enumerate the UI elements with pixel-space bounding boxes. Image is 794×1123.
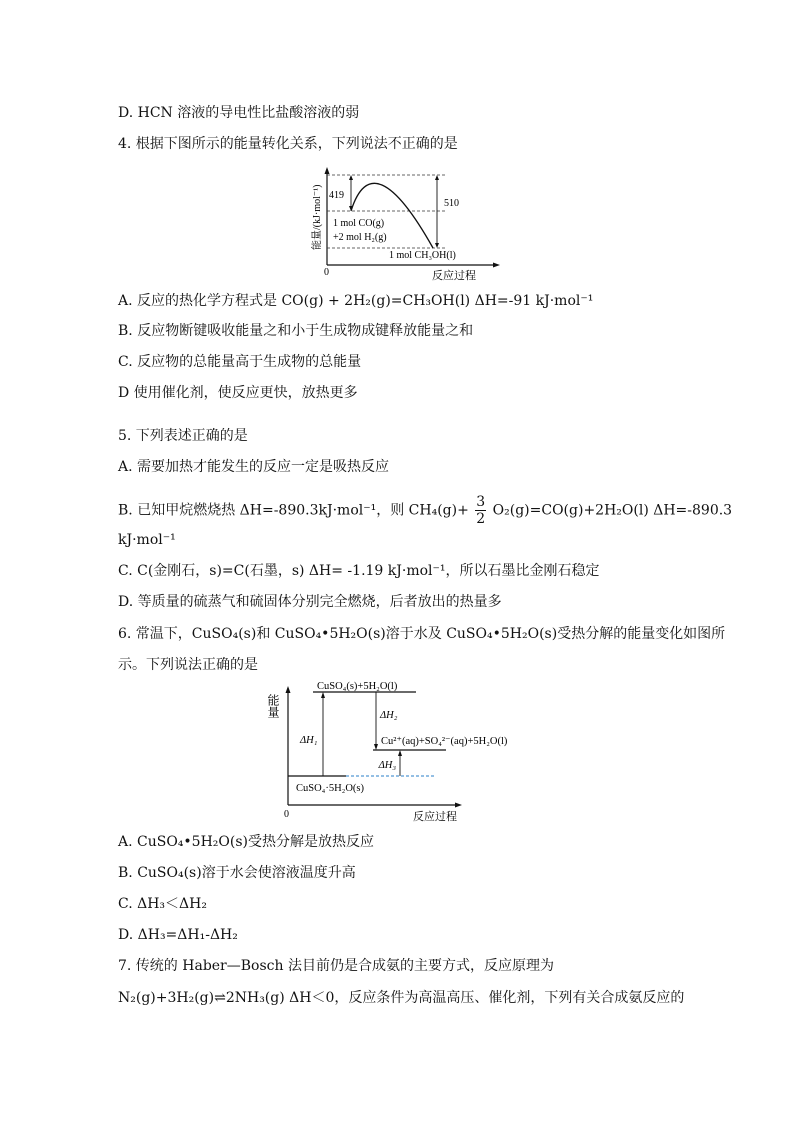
q4-option-c: C. 反应物的总能量高于生成物的总能量 [118, 354, 362, 370]
q5-stem: 5. 下列表述正确的是 [118, 428, 248, 444]
q6-option-a: A. CuSO₄•5H₂O(s)受热分解是放热反应 [118, 834, 374, 850]
q4-option-b: B. 反应物断键吸收能量之和小于生成物成键释放能量之和 [118, 323, 474, 339]
label-x-axis: 反应过程 [432, 270, 476, 282]
x-axis-arrow [455, 803, 462, 808]
q7-stem-line2: N₂(g)+3H₂(g)⇌2NH₃(g) ΔH＜0，反应条件为高温高压、催化剂，下列有关合成氨反应的 [118, 990, 685, 1006]
q3-option-d: D. HCN 溶液的导电性比盐酸溶液的弱 [118, 105, 360, 121]
q6-option-d: D. ΔH₃=ΔH₁-ΔH₂ [118, 927, 238, 943]
label-product: 1 mol CH₃OH(l) [389, 250, 456, 261]
label-y-axis: 能量/(kJ·mol⁻¹) [312, 184, 323, 250]
label-x-axis: 反应过程 [413, 811, 457, 823]
y-axis-arrow [286, 686, 291, 693]
q5-option-d: D. 等质量的硫蒸气和硫固体分别完全燃烧，后者放出的热量多 [118, 594, 502, 610]
q5-option-c: C. C(金刚石，s)=C(石墨，s) ΔH= -1.19 kJ·mol⁻¹，所以石墨比金刚石稳定 [118, 563, 600, 579]
label-mid-level: Cu²⁺(aq)+SO₄²⁻(aq)+5H₂O(l) [381, 736, 508, 747]
label-top-level: CuSO₄(s)+5H₂O(l) [317, 681, 398, 692]
q6-stem-line2: 示。下列说法正确的是 [118, 657, 258, 673]
label-origin: 0 [324, 267, 329, 278]
label-bottom-level: CuSO₄·5H₂O(s) [296, 783, 364, 794]
q6-stem-line1: 6. 常温下，CuSO₄(s)和 CuSO₄•5H₂O(s)溶于水及 CuSO₄•5H₂O(s)受热分解的能量变化如图所 [118, 626, 726, 642]
q6-option-b: B. CuSO₄(s)溶于水会使溶液温度升高 [118, 865, 356, 881]
q4-energy-diagram [305, 165, 505, 283]
q5-option-b [118, 494, 732, 527]
x-axis-arrow [493, 263, 500, 268]
q6-energy-diagram [268, 680, 538, 826]
q6-option-c: C. ΔH₃＜ΔH₂ [118, 896, 207, 912]
label-origin: 0 [284, 809, 289, 820]
q5-option-b-post: O₂(g)=CO(g)+2H₂O(l) ΔH=-890.3 [492, 502, 733, 519]
y-axis-arrow [325, 167, 330, 174]
fraction-denominator: 2 [476, 511, 486, 527]
label-419: 419 [329, 190, 344, 201]
label-reactant-co: 1 mol CO(g) [333, 218, 385, 229]
label-dh2: ΔH₂ [380, 710, 398, 721]
q4-option-d: D 使用催化剂，使反应更快，放热更多 [118, 385, 358, 401]
q4-option-a: A. 反应的热化学方程式是 CO(g) + 2H₂(g)=CH₃OH(l) ΔH=-91 kJ·mol⁻¹ [118, 293, 594, 309]
fraction [475, 494, 486, 527]
label-y-axis: 能量 [266, 694, 280, 718]
label-reactant-h2: +2 mol H₂(g) [333, 232, 387, 243]
label-dh1: ΔH₁ [300, 735, 318, 746]
label-510: 510 [444, 198, 459, 209]
q5-option-b-pre: B. 已知甲烷燃烧热 ΔH=-890.3kJ·mol⁻¹，则 CH₄(g)+ [118, 502, 469, 519]
q7-stem-line1: 7. 传统的 Haber—Bosch 法目前仍是合成氨的主要方式，反应原理为 [118, 958, 554, 974]
label-dh3: ΔH₃ [378, 760, 396, 771]
q4-stem: 4. 根据下图所示的能量转化关系，下列说法不正确的是 [118, 136, 458, 152]
q5-option-a: A. 需要加热才能发生的反应一定是吸热反应 [118, 459, 390, 475]
fraction-numerator: 3 [476, 494, 486, 510]
q5-option-b-continued: kJ·mol⁻¹ [118, 532, 176, 548]
